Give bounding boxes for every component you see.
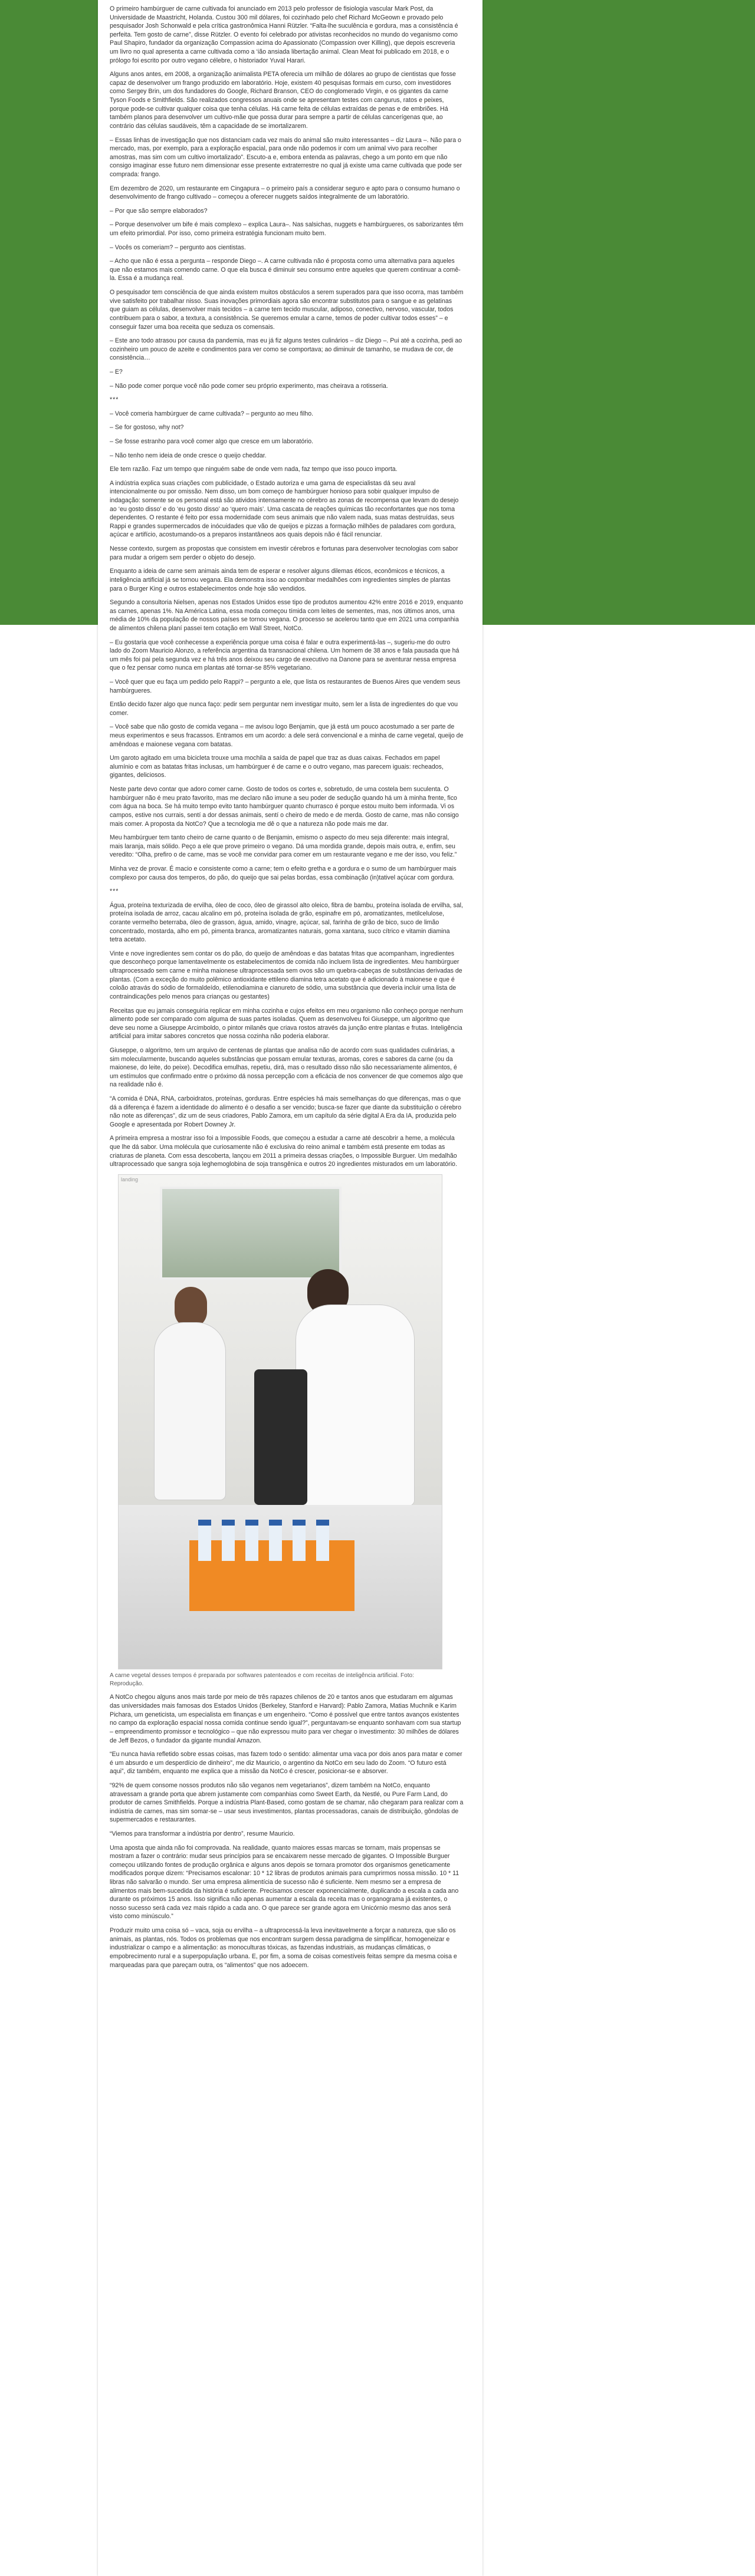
photo-tube [198, 1520, 211, 1561]
article-paragraph: Alguns anos antes, em 2008, a organização animalista PETA oferecia um milhão de dólares ao grupo de cientistas que fosse capaz de desenvolver um frango produzido em laboratório. Hoje, existem 40 pesquisas formais em curso, com investidores como Sergey Brin, um dos fundadores do Google, Richard Branson, CEO do conglomerado Virgin, e os gigantes da carne Tyson Foods e Smithfields. São realizados congressos anuais onde se apresentam testes com cangurus, ratos e peixes, porque pode-se cultivar qualquer coisa que tenha células. Há carne feita de células extraídas de penas e de embriões. Há também planos para desenvolver um cultivo-mãe que possa durar para sempre a partir de células cancerígenas que, ao contrário das células saudáveis, têm a capacidade de se imortalizarem. [110, 71, 456, 130]
photo-tube [293, 1520, 306, 1561]
article-paragraph: Então decido fazer algo que nunca faço: pedir sem perguntar nem investigar muito, sem ler a lista de ingredientes do que vou comer. [110, 701, 458, 717]
article-paragraph: Nesse contexto, surgem as propostas que consistem em investir cérebros e fortunas para desenvolver tecnologias com sabor para mudar a origem sem perder o objeto do desejo. [110, 545, 458, 561]
article-paragraph: – E? [110, 368, 123, 375]
article-paragraphs-after-figure [110, 1693, 464, 1969]
article-page [98, 0, 482, 2576]
photo-tube [245, 1520, 258, 1561]
photo-tube [316, 1520, 329, 1561]
article-paragraph: – Não tenho nem ideia de onde cresce o queijo cheddar. [110, 452, 267, 459]
photo-tube [222, 1520, 235, 1561]
photo-top-text: landing [121, 1176, 139, 1182]
article-paragraph: Receitas que eu jamais conseguiria replicar em minha cozinha e cujos efeitos em meu organismo não conheço porque nenhum alimento pode ser comparado com alguma de suas partes isoladas. Quem as desenvolveu foi Giuseppe, um algoritmo que deve seu nome a Giuseppe Arcimboldo, o pintor milanês que criava rostos através da junção entre plantas e frutas. Inteligência artificial para imitar sabores concretos que nossa cozinha não poderia elaborar. [110, 1007, 463, 1040]
article-paragraph: Água, proteína texturizada de ervilha, óleo de coco, óleo de girassol alto oleico, fibra de bambu, proteína isolada de ervilha, sal, proteína isolada de arroz, cacau alcalino em pó, proteína isolada de grão, espinafre em pó, aromatizantes, metilcelulose, corante vermelho beterraba, óleo de grasson, água, amido, vinagre, açúcar, sal, farinha de grão de bico, suco de limão concentrado, mostarda, alho em pó, pimenta branca, aromatizantes naturais, goma xantana, suco cítrico e vitamin diamina tetra acetato. [110, 901, 463, 944]
article-paragraph: – Você comeria hambúrguer de carne cultivada? – pergunto ao meu filho. [110, 410, 314, 417]
article-photo [118, 1174, 442, 1669]
section-separator: *** [110, 396, 119, 404]
article-paragraph: O primeiro hambúrguer de carne cultivada foi anunciado em 2013 pelo professor de fisiologia vascular Mark Post, da Universidade de Maastricht, Holanda. Custou 300 mil dólares, foi cozinhado pelo chef Richard McGeown e provado pelo pesquisador Josh Schonwald e pela crítica gastronômica Hanni Rützler. “Falta-lhe suculência e gordura, mas a consistência é perfeita. Tem gosto de carne”, disse Rützler. O evento foi celebrado por ativistas reconhecidos no mundo do veganismo como Paul Shapiro, fundador da organização Compassion acima do Apassionato (Compassion over Killing), que depois escreveria um livro no qual apresenta a carne cultivada como a ‘ião ansiada libertação animal. Clean Meat foi publicado em 2018, e o prólogo foi escrito por outro vegano célebre, o historiador Yuval Harari. [110, 5, 458, 64]
article-paragraph: – Se fosse estranho para você comer algo que cresce em um laboratório. [110, 437, 314, 445]
article-paragraph: – Se for gostoso, why not? [110, 424, 184, 431]
article-paragraph: Vinte e nove ingredientes sem contar os do pão, do queijo de amêndoas e das batatas fritas que acompanham, ingredientes que desconheço porque lamentavelmente os estabelecimentos de comida não incluem lista de ingredientes. Meu hambúrguer ultraprocessado sem carne e minha maionese ultraprocessada sem ovos são um quebra-cabeças de substâncias derivadas de plantas. (Com a exceção do muito polêmico antioxidante ettileno diamina tetra acetato que é adicionado à maionese e que é coloão atravás do sódio de formaldeído, etilenodiamina e cianureto de sódio, uma substância que deveria incluir uma lista de contraindicações pelo menos para crianças ou gestantes) [110, 950, 462, 1000]
article-paragraph: Um garoto agitado em uma bicicleta trouxe uma mochila a saída de papel que traz as duas caixas. Fechados em papel alumínio e com as batatas fritas inclusas, um hambúrguer é de carne e o outro vegano, mas parecem iguais: recheados, gigantes, deliciosos. [110, 755, 444, 779]
article-paragraph: Minha vez de provar. É macio e consistente como a carne; tem o efeito gretha e a gordura e o sumo de um hambúrguer mais complexo por causa dos temperos, do pão, do queijo que sai pelas bordas, essa combinação (in)tativel açúcar com gordura. [110, 865, 457, 881]
article-paragraph: Uma aposta que ainda não foi comprovada. Na realidade, quanto maiores essas marcas se tornam, mais propensas se mostram a fazer o contrário: mudar seus princípios para se encaixarem nesse mercado de gigantes. O Impossible Burguer começou utilizando fontes de produção orgânica e alguns anos depois se tornara promotor dos organismos geneticamente modificados porque dizem: “Precisamos escalonar: 10 * 12 libras de produtos animais para cumprirmos nossa missão. 10 * 11 libras não salvarão o mundo. Ser uma empresa alimentícia de sucesso não é suficiente. Nem mesmo ser a empresa de alimentos mais bem-sucedida da história é suficiente. Precisamos crescer exponencialmente, duplicando a escala a cada ano durante os próximos 15 anos. Isso significa não apenas aumentar a escala da receita mas o organograma já existentes, o nosso sucesso será cada vez mais rápido a cada ano. O que parece ser grande agora em Unicórnio mesmo das anos será visto como minúsculo.” [110, 1844, 459, 1921]
article-paragraph: “A comida é DNA, RNA, carboidratos, proteínas, gorduras. Entre espécies há mais semelhanças do que diferenças, mas o que dá a diferença é fazem a identidade do alimento é o desafio a ser vencido; busca-se fazer que diante da substituição o cérebro não note as diferenças”, diz um de seus criadores, Pablo Zamora, em um capítulo da série digital A Era da IA, produzida pelo Google e apresentada por Robert Downey Jr. [110, 1095, 461, 1128]
article-paragraph: – Acho que não é essa a pergunta – responde Diego –. A carne cultivada não é proposta como uma alternativa para aqueles que não estamos mais comendo carne. O que ela busca é diminuir seu consumo entre aqueles que querem continuar a comê-la. Essa é a mudança real. [110, 258, 461, 282]
article-paragraph: – Por que são sempre elaborados? [110, 207, 208, 215]
photo-microscope [254, 1369, 307, 1505]
article-body [110, 5, 464, 1975]
article-paragraph: Meu hambúrguer tem tanto cheiro de carne quanto o de Benjamin, emismo o aspecto do meu seja diferente: mais integral, mais laranja, mais sólido. Peço a ele que prove primeiro o vegano. Dá uma mordida grande, depois mais outra, e, enfim, seu veredito: “Olha, prefiro o de carne, mas se você me convidar para comer em um restaurante vegano e me der isso, vou feliz.” [110, 834, 457, 859]
article-paragraph: O pesquisador tem consciência de que ainda existem muitos obstáculos a serem superados para que isso ocorra, mas também vive satisfeito por trabalhar nisso. Suas inovações primordiais agora são encontrar substitutos para o sangue e as gelatinas que guiam as células, desenvolver mais tecidos – a carne tem tecido muscular, adiposo, conectivo, nervoso, vascular, todos contribuem para o sabor, a textura, a consistência. Se queremos emular a carne, temos de poder cultivar todos esses” – e conseguir fazer uma boa receita que seduza os comensais. [110, 289, 464, 331]
article-paragraph: Enquanto a ideia de carne sem animais ainda tem de esperar e resolver alguns dilemas éticos, econômicos e técnicos, a inteligência artificial já se tornou vegana. Ela demonstra isso ao copombar medalhões com ingredientes simples de plantas para o Burger King e outros estabelecimentos onde hoje são vendidos. [110, 568, 451, 592]
article-paragraph: Ele tem razão. Faz um tempo que ninguém sabe de onde vem nada, faz tempo que isso pouco importa. [110, 466, 398, 473]
article-paragraph: Giuseppe, o algoritmo, tem um arquivo de centenas de plantas que analisa não de acordo com suas qualidades culinárias, a sim molecularmente, buscando aqueles substâncias que possam emular texturas, aromas, cores e sabores da carne (ou da maionese, do leite, do peixe). Decodifica emulhas, repetiu, dirá, mas o resultado disso não são necessariamente alimentos, é um estímulos que confirmado entre o próximo dá nossa percepção com a eficácia de nos convencer de que comemos algo que na realidade não é. [110, 1046, 463, 1089]
photo-tube [269, 1520, 282, 1561]
article-paragraph: “Eu nunca havia refletido sobre essas coisas, mas fazem todo o sentido: alimentar uma vaca por dois anos para matar e comer é um absurdo e um desperdício de dinheiro”, me diz Mauricio, o argentino da NotCo em seu lado do Zoom. “O futuro está aqui”, diz também, enquanto me explica que a missão da NotCo é crescer, posicionar-se e absorver. [110, 1751, 462, 1775]
article-paragraph: A indústria explica suas criações com publicidade, o Estado autoriza e uma gama de especialistas dá seu aval intencionalmente ou por omissão. Nem disso, um bom começo de hambúrguer honioso para sobir qualquer impulso de indagação: somente se os personal está são atividos intensamente no cérebro as zonas de recompensa que levam do desejo ao ‘eu gosto disso’ e do ‘eu gosto disso’ ao ‘quero mais’. Uma cascata de reações químicas tão reconfortantes que nos toma dependentes. O restante é feito por essa modernidade com seus animais que não valem nada, suas matas destruídas, seus Rappi e grandes supermercados de inócuidades que vão de queijos e pizzas a formação milhões de paladares com gordura, açúcar e artifício, acostumando-os a preparos instantâneos aos quais depois não é fácil renunciar. [110, 479, 459, 539]
photo-window [160, 1187, 342, 1280]
article-paragraph: – Você quer que eu faça um pedido pelo Rappi? – pergunto a ele, que lista os restaurantes de Buenos Aires que vendem seus hambúrgueres. [110, 678, 461, 694]
article-paragraph: Segundo a consultoria Nielsen, apenas nos Estados Unidos esse tipo de produtos aumentou 42% entre 2016 e 2019, enquanto as carnes, apenas 1%. Na América Latina, essa moda começou tímida com leites de sementes, mas, nos últimos anos, uma média de 10% da população de nossos países se tornou vegana. O processo se acelerou tanto que em 2021 uma companhia de alimentos chilena planí passei tem cotação em Wall Street, NotCo. [110, 599, 463, 632]
article-paragraph: – Essas linhas de investigação que nos distanciam cada vez mais do animal são muito interessantes – diz Laura –. Não para o mercado, mas, por exemplo, para a exploração espacial, para onde não podemos ir com um animal vivo para recolher amostras, mas sim com um cultivo imortalizado”. Escuto-a e, embora entenda as palavras, chego a um ponto em que não consigo imaginar esse futuro nem dimensionar esse presente extraterrestre no qual já existe uma carne cultivada que pode ser comprada: frango. [110, 136, 462, 178]
article-paragraph: “Viemos para transformar a indústria por dentro”, resume Mauricio. [110, 1830, 295, 1837]
photo-person-right [296, 1305, 415, 1506]
article-paragraph: Produzir muito uma coisa só – vaca, soja ou ervilha – a ultraprocessá-la leva inevitavelmente a forçar a natureza, que são os animais, as plantas, nós. Todos os problemas que nos encontram surgem dessa paradigma de simplificar, homogeneizar e industrializar o campo e a alimentação: as monoculturas tóxicas, as fazendas industriais, as mudanças climáticas, o empobrecimento rural e a superpopulação urbana. E, por fim, a soma de coisas comestíveis feitas sempre da mesma coisa e marqueadas para que pareçam outra, os “alimentos” que nos adoecem. [110, 1927, 457, 1969]
photo-person-left [154, 1322, 226, 1500]
article-paragraph: – Porque desenvolver um bife é mais complexo – explica Laura–. Nas salsichas, nuggets e hambúrgueres, os saborizantes têm um efeito primordial. Por isso, como primeira estratégia funcionam muito bem. [110, 221, 464, 238]
article-paragraph: Em dezembro de 2020, um restaurante em Cingapura – o primeiro país a considerar seguro e apto para o consumo humano o desenvolvimento de frango cultivado – começou a oferecer nuggets saídos integralmente de um laboratório. [110, 185, 460, 201]
photo-caption: A carne vegetal desses tempos é preparada por softwares patenteados e com receitas de inteligência artificial. Foto: Reprodução. [110, 1672, 414, 1687]
article-paragraph: – Vocês os comeriam? – pergunto aos cientistas. [110, 243, 246, 251]
article-paragraph: A NotCo chegou alguns anos mais tarde por meio de três rapazes chilenos de 20 e tantos anos que estudaram em algumas das universidades mais famosas dos Estados Unidos (Berkeley, Stanford e Harvard): Pablo Zamora, Matias Muchnik e Karim Pichara, um geneticista, um especialista em finanças e um engenheiro. “Como é possível que entre tantos avanços existentes no campo da exploração espacial nossa comida continue sendo igual?”, perguntavam-se enquanto sonhavam com sua startup – empreendimento promissor e tecnológico – que não expressou muito para ver chegar o investimento: 30 milhões de dólares de Jeff Bezos, o fundador da gigante mundial Amazon. [110, 1694, 461, 1744]
article-paragraph: “92% de quem consome nossos produtos não são veganos nem vegetarianos”, dizem também na NotCo, enquanto atravessam a grande porta que abrem justamente com companhias como Sweet Earth, da Nestlé, ou Pure Farm Land, do produtor de carnes Smithfields. Porque a indústria Plant-Based, como gostam de se chamar, não chegaram para realizar com a indústria de carnes, mas sim somar-se – usar seus investimentos, plantas processadoras, canais de distribuição, gôndolas de supermercados e restaurantes. [110, 1781, 464, 1824]
article-paragraph: A primeira empresa a mostrar isso foi a Impossible Foods, que começou a estudar a carne até descobrir a heme, a molécula que lhe dá sabor. Uma molécula que curiosamente não é exclusiva do reino animal e também está presente em todas as criaturas de planeta. Com essa descoberta, lançou em 2011 a primeira dessas criações, o Impossible Burguer. Um medalhão ultraprocessado que sangra soja leghemoglobina de soja transgênica e outros 20 ingredientes misturados em um laboratório. [110, 1135, 457, 1168]
article-paragraphs-before-figure [110, 5, 464, 1169]
article-paragraph: – Não pode comer porque você não pode comer seu próprio experimento, mas cheirava a rotisseria. [110, 382, 388, 390]
article-paragraph: – Você sabe que não gosto de comida vegana – me avisou logo Benjamin, que já está um pouco acostumado a ser parte de meus experimentos e seus fracassos. Entramos em um acordo: a dele será convencional e a minha de carne vegetal, queijo de amêndoas e maionese vegana com batatas. [110, 723, 464, 748]
article-paragraph: – Eu gostaria que você conhecesse a experiência porque uma coisa é falar e outra experimentá-las –, sugeriu-me do outro lado do Zoom Mauricio Alonzo, a referência argentina da transnacional chilena. Um homem de 38 anos e fala pausada que há um mês foi pai pela segunda vez e há três anos deixou seu cargo de executivo na Danone para se aventurar nessa empresa que o fez pensar como nunca em plantas até tornar-se 85% vegetariano. [110, 638, 459, 672]
section-separator: *** [110, 888, 119, 895]
article-paragraph: Neste parte devo contar que adoro comer carne. Gosto de todos os cortes e, sobretudo, de uma costela bem suculenta. O hambúrguer não é meu prato favorito, mas me declaro não imune a seu poder de sedução quando há um à minha frente, fico com água na boca. Se há muito tempo evito tanto hambúrguer quanto churrasco é porque estou muito bem informada. Vi os campos, estive nos currais, sentí a dor dessas animais, sentí o cheiro de medo e de merda. Gosto de carne, mas não consigo mais comer. A proposta da NotCo? Que a tecnologia me dê o que a natureza não pode mais me dar. [110, 786, 459, 828]
article-paragraph: – Este ano todo atrasou por causa da pandemia, mas eu já fiz alguns testes culinários – diz Diego –. Pui até a cozinha, pedi ao cozinheiro um pouco de azeite e condimentos para ver como se comportava; ao diminuir de tamanho, se mudava de cor, de consistência… [110, 337, 462, 362]
